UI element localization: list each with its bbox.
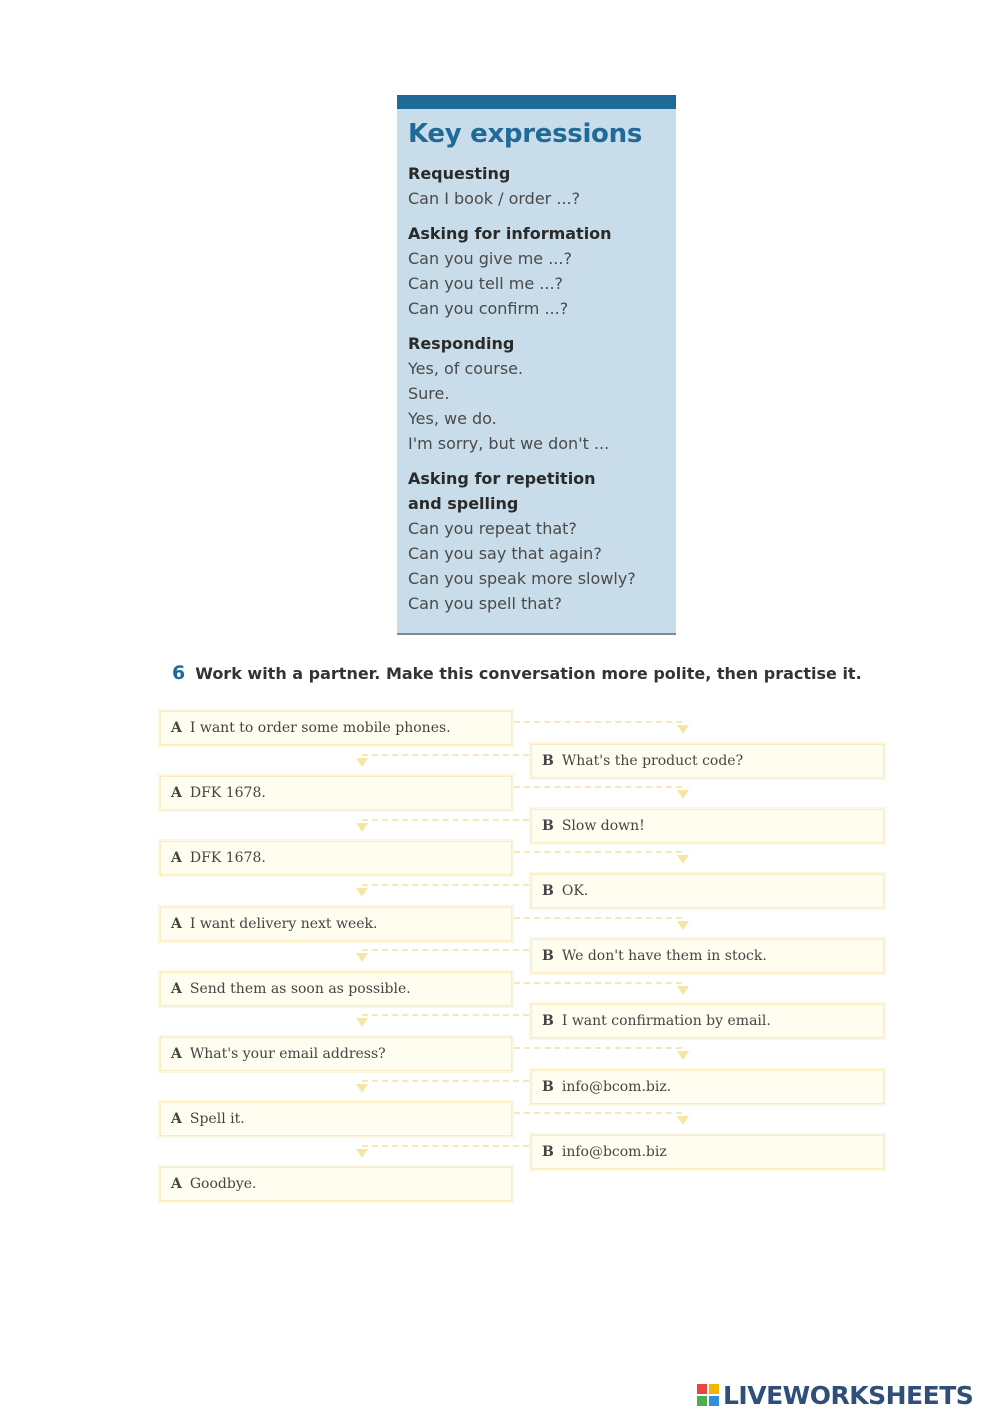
speaker-label: B [542, 948, 554, 964]
conversation-line-a [160, 1037, 512, 1071]
expression-line: Can you give me ...? [408, 249, 572, 268]
dashed-connector [362, 884, 529, 886]
exercise-number: 6 [172, 662, 186, 684]
arrow-down-icon [677, 1116, 689, 1125]
speaker-label: A [171, 916, 182, 932]
conversation-line-b [531, 809, 884, 843]
dashed-connector [514, 1112, 682, 1114]
conversation-line-a [160, 711, 512, 745]
speaker-label: A [171, 850, 182, 866]
speaker-label: B [542, 883, 554, 899]
section-responding [408, 331, 666, 456]
section-heading: Responding [408, 334, 515, 353]
dashed-connector [362, 1080, 529, 1082]
key-expressions-box [397, 95, 676, 635]
line-text: DFK 1678. [189, 850, 266, 866]
section-heading: Asking for information [408, 224, 612, 243]
logo-square [709, 1396, 719, 1406]
line-text: info@bcom.biz. [561, 1079, 672, 1095]
line-text: info@bcom.biz [561, 1144, 667, 1160]
line-text: I want confirmation by email. [561, 1013, 771, 1029]
box-bottom-rule [397, 633, 676, 635]
conversation-line-b [531, 1070, 884, 1104]
expression-line: Yes, we do. [408, 409, 497, 428]
arrow-down-icon [356, 1149, 368, 1158]
arrow-down-icon [677, 855, 689, 864]
conversation-line-b [531, 874, 884, 908]
arrow-down-icon [356, 953, 368, 962]
line-text: I want to order some mobile phones. [189, 720, 451, 736]
section-heading: Requesting [408, 164, 511, 183]
conversation-line-b [531, 744, 884, 778]
conversation-line-b [531, 1135, 884, 1169]
dashed-connector [514, 982, 682, 984]
expression-line: Can I book / order ...? [408, 189, 581, 208]
dashed-connector [514, 1047, 682, 1049]
expression-line: Can you say that again? [408, 544, 602, 563]
expression-line: Can you tell me ...? [408, 274, 564, 293]
dashed-connector [514, 721, 682, 723]
exercise-instruction [172, 662, 862, 684]
expression-line: Yes, of course. [408, 359, 524, 378]
liveworksheets-logo [697, 1378, 973, 1412]
dashed-connector [362, 1145, 529, 1147]
expression-line: Can you repeat that? [408, 519, 577, 538]
speaker-label: B [542, 1144, 554, 1160]
dashed-connector [362, 949, 529, 951]
expression-line: Can you spell that? [408, 594, 562, 613]
line-text: Slow down! [561, 818, 645, 834]
expression-line: Sure. [408, 384, 450, 403]
section-asking-information [408, 221, 666, 321]
dashed-connector [514, 917, 682, 919]
expression-line: Can you speak more slowly? [408, 569, 636, 588]
arrow-down-icon [677, 1051, 689, 1060]
logo-square [709, 1384, 719, 1394]
logo-square [697, 1396, 707, 1406]
conversation-line-a [160, 972, 512, 1006]
arrow-down-icon [356, 758, 368, 767]
speaker-label: A [171, 785, 182, 801]
section-asking-repetition [408, 466, 666, 616]
conversation-line-a [160, 1167, 512, 1201]
arrow-down-icon [356, 1084, 368, 1093]
line-text: I want delivery next week. [189, 916, 378, 932]
section-heading: Asking for repetition and spelling [408, 469, 596, 513]
line-text: What's your email address? [189, 1046, 386, 1062]
arrow-down-icon [677, 790, 689, 799]
line-text: We don't have them in stock. [561, 948, 767, 964]
arrow-down-icon [356, 888, 368, 897]
speaker-label: A [171, 1176, 182, 1192]
speaker-label: B [542, 1079, 554, 1095]
speaker-label: B [542, 753, 554, 769]
instruction-text: Work with a partner. Make this conversation more polite, then practise it. [195, 664, 862, 683]
conversation-line-a [160, 1102, 512, 1136]
expression-line: Can you confirm ...? [408, 299, 569, 318]
conversation-line-a [160, 841, 512, 875]
line-text: Spell it. [189, 1111, 245, 1127]
speaker-label: A [171, 1046, 182, 1062]
conversation-line-b [531, 1004, 884, 1038]
section-requesting [408, 161, 666, 211]
line-text: OK. [561, 883, 589, 899]
conversation-line-a [160, 776, 512, 810]
speaker-label: A [171, 720, 182, 736]
logo-text: LIVEWORKSHEETS [723, 1380, 974, 1410]
speaker-label: B [542, 818, 554, 834]
line-text: Send them as soon as possible. [189, 981, 411, 997]
conversation-line-b [531, 939, 884, 973]
dashed-connector [514, 851, 682, 853]
key-expressions-title: Key expressions [408, 119, 643, 149]
arrow-down-icon [677, 986, 689, 995]
dashed-connector [362, 819, 529, 821]
dashed-connector [362, 754, 529, 756]
logo-square [697, 1384, 707, 1394]
logo-mark-icon [697, 1384, 719, 1406]
line-text: Goodbye. [189, 1176, 257, 1192]
speaker-label: A [171, 981, 182, 997]
line-text: DFK 1678. [189, 785, 266, 801]
arrow-down-icon [356, 1018, 368, 1027]
speaker-label: B [542, 1013, 554, 1029]
conversation-line-a [160, 907, 512, 941]
line-text: What's the product code? [561, 753, 744, 769]
expression-line: I'm sorry, but we don't ... [408, 434, 610, 453]
dashed-connector [514, 786, 682, 788]
arrow-down-icon [677, 725, 689, 734]
arrow-down-icon [677, 921, 689, 930]
dashed-connector [362, 1014, 529, 1016]
speaker-label: A [171, 1111, 182, 1127]
arrow-down-icon [356, 823, 368, 832]
